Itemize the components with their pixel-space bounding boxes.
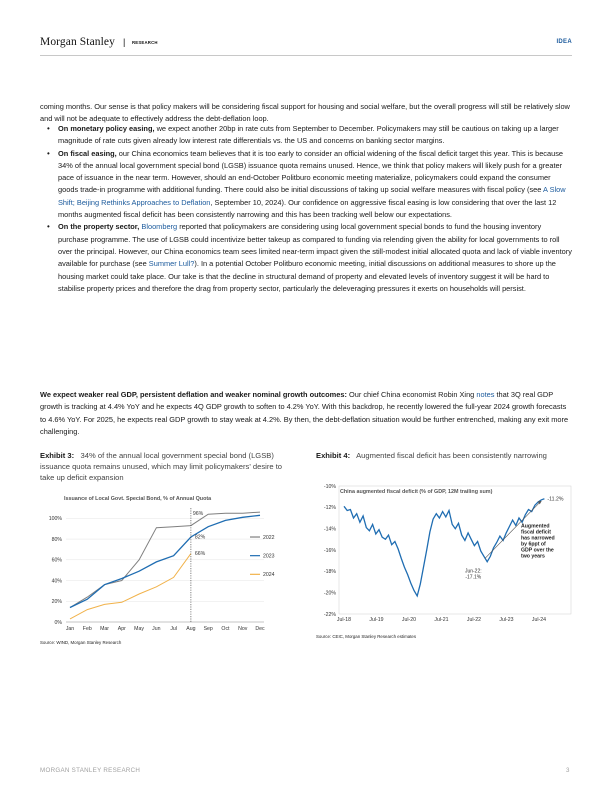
augmented-fiscal-deficit-chart — [316, 480, 574, 628]
header-divider — [40, 55, 572, 56]
chart1-xtick-label: Mar — [100, 626, 110, 632]
chart2-end-label: -11.2% — [547, 496, 564, 503]
bullet-list — [47, 123, 572, 295]
chart1-ytick-label: 0% — [54, 619, 62, 626]
chart1-xtick-label: Dec — [255, 626, 265, 632]
chart1-annotation: 96% — [192, 511, 204, 518]
chart1-series-2023 — [70, 515, 260, 607]
chart1-xtick-label: Apr — [117, 626, 126, 632]
chart1-xtick-label: Feb — [82, 626, 92, 632]
chart1-ytick-label: 60% — [51, 557, 62, 564]
chart2-xtick-label: Jul-22 — [466, 617, 482, 623]
bullet-fiscal: • On fiscal easing, our China economics team believes that it is too early to consider an official widening of the fiscal deficit target this year. This is because 34% of the annual local government special bond (LGSB) issuance quota remains unused. Hence, we think that policy makers will likely push for a greater pace of issuance in the near term. However, should an end-October Politburo economic meeting materialize, policymakers could expand the consumer goods trade-in programme with additional funding. There could also be initial discussions of taking up social welfare measures with fiscal policy (see A Slow Shift; Beijing Rethinks Approaches to Deflation, September 10, 2024). Our confidence on aggressive fiscal easing is low considering that over the last 12 months augmented fiscal deficit has been consistently narrowing and this has been tracking well below our expectations. — [47, 148, 566, 220]
idea-tag: IDEA — [556, 39, 572, 45]
chart2-ytick-label: -22% — [323, 611, 336, 618]
page-header — [40, 36, 572, 50]
chart1-ytick-label: 80% — [51, 536, 62, 543]
link-notes[interactable]: notes — [476, 390, 495, 399]
chart2-xtick-label: Jul-19 — [369, 617, 384, 623]
chart1-xtick-label: Nov — [238, 626, 248, 632]
chart2-ytick-label: -16% — [323, 547, 336, 554]
chart2-xtick-label: Jul-18 — [336, 617, 352, 623]
exhibit4-caption: Exhibit 4: Augmented fiscal deficit has been consistently narrowing — [316, 451, 547, 460]
chart2-series-line — [344, 499, 544, 596]
page-number: 3 — [566, 767, 570, 774]
chart2-ytick-label: -12% — [323, 505, 336, 512]
chart1-legend-label: 2022 — [263, 534, 275, 541]
chart2-ytick-label: -20% — [323, 590, 336, 597]
chart2-annotation-narrowed: Augmented fiscal deficit has narrowed by 6ppt of GDP over the two years — [521, 523, 555, 560]
chart1-xtick-label: Jan — [65, 626, 75, 632]
chart2-annotation-trough: Jun-22: — [464, 568, 482, 575]
bullet-monetary: • On monetary policy easing, we expect another 20bp in rate cuts from September to December. Policymakers may still be cautious on taking up a larger magnitude of rate cuts given already low interest rate differentials vs. the US and concerns on banking sector margins. — [47, 124, 559, 146]
chart1-ytick-label: 100% — [48, 516, 62, 523]
chart2-xtick-label: Jul-24 — [531, 617, 547, 623]
chart2-annotation-trough-value: -17.1% — [465, 574, 482, 581]
chart1-title: Issuance of Local Govt. Special Bond, % of Annual Quota — [64, 496, 212, 502]
exhibit3-caption: Exhibit 3: 34% of the annual local government special bond (LGSB) issuance quota remains unused, which may limit policymakers' desire to take up deficit expansion — [40, 451, 283, 483]
link-summer-lull[interactable]: Summer Lull? — [148, 259, 195, 269]
chart1-legend-label: 2024 — [263, 572, 275, 579]
chart2-ytick-label: -10% — [323, 483, 336, 490]
link-slow-shift-report[interactable]: A Slow Shift; Beijing Rethinks Approaches to Deflation — [58, 185, 566, 207]
chart1-xtick-label: Aug — [186, 626, 196, 632]
chart1-legend-label: 2023 — [263, 553, 275, 560]
bullet-icon: • — [47, 148, 50, 158]
lgsb-issuance-chart — [40, 488, 298, 638]
chart2-ytick-label: -14% — [323, 526, 336, 533]
growth-outlook-paragraph: We expect weaker real GDP, persistent deflation and weaker nominal growth outcomes: Our chief China economist Robin Xing notes that 3Q real GDP growth is tracking at 4.4% YoY and he expects 4Q GDP growth to soften to 4.2% YoY. With this backdrop, he recently lowered the full-year 2024 growth forecasts to 4.6% YoY. For 2025, he expects real GDP growth to stay weak at 4.2%. By then, the debt-deflation situation would be further entrenched, making any exit more challenging. — [40, 390, 569, 436]
chart2-ytick-label: -18% — [323, 569, 336, 576]
chart1-annotation: 82% — [194, 534, 206, 541]
chart1-annotation: 66% — [194, 551, 206, 558]
bullet-icon: • — [47, 124, 50, 133]
chart1-series-2024 — [70, 554, 191, 619]
footer-brand: MORGAN STANLEY RESEARCH — [40, 767, 141, 774]
exhibit4-source: Source: CEIC, Morgan Stanley Research estimates — [316, 634, 417, 639]
brand-logo: Morgan Stanley — [40, 36, 115, 48]
chart1-xtick-label: May — [134, 626, 144, 632]
chart1-xtick-label: Jul — [170, 626, 177, 632]
chart2-xtick-label: Jul-20 — [401, 617, 417, 623]
chart1-xtick-label: Oct — [221, 626, 230, 632]
chart2-title: China augmented fiscal deficit (% of GDP, 12M trailing sum) — [340, 489, 493, 495]
intro-paragraph: coming months. Our sense is that policy makers will be considering fiscal support for housing and social welfare, but the overall progress will still be relatively slow and will not be adequate to effectively address the debt-deflation loop. — [40, 102, 570, 124]
chart1-xtick-label: Sep — [203, 626, 213, 632]
chart2-xtick-label: Jul-23 — [499, 617, 514, 623]
chart1-ytick-label: 20% — [51, 599, 62, 606]
chart1-xtick-label: Jun — [152, 626, 161, 632]
exhibit3-source: Source: WIND, Morgan Stanley Research — [40, 640, 122, 645]
chart1-ytick-label: 40% — [51, 578, 62, 585]
bullet-icon: • — [47, 222, 50, 232]
link-bloomberg[interactable]: Bloomberg — [141, 222, 178, 232]
bullet-property: • On the property sector, Bloomberg reported that policymakers are considering using local government special bonds to fund the housing inventory purchase programme. The use of LGSB could incentivize better takeup as compared to funding via relending given the ability for local governments to roll over the principal. However, our China economics team sees limited near-term impact given the still-modest initial allocated quota and lack of viable inventory available for purchase (see Summer Lull?). In a potential October Politburo economic meeting, initial discussions on additional measures to shore up the housing market could take place. Our take is that the decline in structural demand of property and elevated levels of inventory suggest it will be hard to stabilise property prices and therefore the drag from property sector, particularly the deleveraging pressures it exerts on households will persist. — [47, 222, 572, 293]
department-label: RESEARCH — [132, 40, 158, 45]
header-separator: | — [123, 37, 126, 47]
chart2-xtick-label: Jul-21 — [434, 617, 449, 623]
